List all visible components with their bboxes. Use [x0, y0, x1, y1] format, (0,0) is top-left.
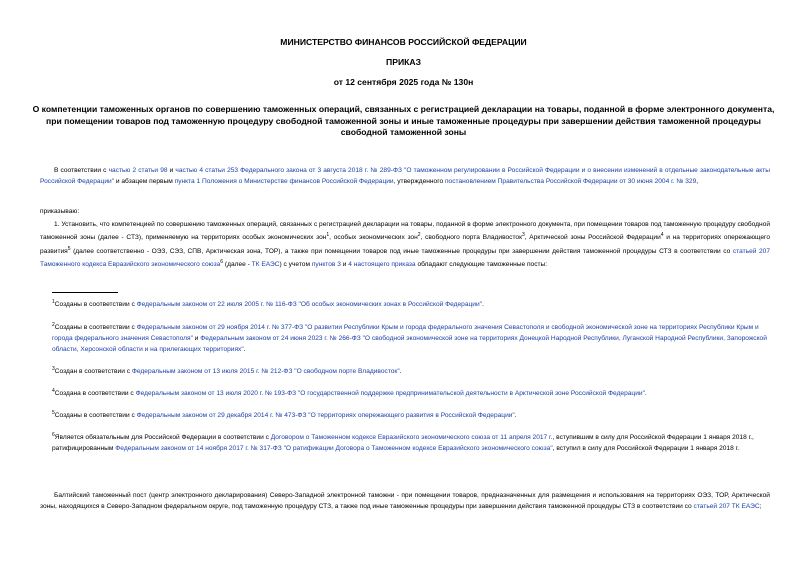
fn6-text-3: , вступил в силу для Российской Федерации 1 января 2018 г. — [552, 445, 740, 453]
item1-text-5: и на территориях опережающего развития — [40, 234, 770, 255]
preamble-link-3[interactable]: пункта 1 Положения о Министерстве финансов Российской Федерации — [174, 178, 394, 186]
item1-text-4: , Арктической зоны Российской Федерации — [524, 234, 661, 242]
item1-link-2[interactable]: ТК ЕАЭС — [251, 261, 280, 269]
preamble-link-1[interactable]: частью 2 статьи 98 — [108, 167, 168, 174]
footnote-marker: 2 — [417, 232, 421, 239]
fn5-link-1[interactable]: Федеральным законом от 29 декабря 2014 г. № 473-ФЗ "О территориях опережающего развития в Российской Федерации" — [136, 412, 515, 420]
item1-link-1[interactable]: статьей 207 Таможенного кодекса Евразийского экономического союза — [40, 247, 770, 269]
preamble-text-4: , утвержденного — [393, 178, 445, 186]
preamble-paragraph — [40, 165, 770, 187]
footnote-marker: 3 — [52, 366, 55, 372]
fn4-link-1[interactable]: Федеральным законом от 13 июля 2020 г. № 193-ФЗ "О государственной поддержке предпринимательской деятельности в Арктической зоне Российской Федерации" — [135, 390, 645, 398]
footnote-divider — [52, 292, 118, 293]
item1-text-11: обладают следующие таможенные посты: — [415, 261, 548, 269]
fn6-text-2: , вступившим в силу для Российской Федерации 1 января 2018 г., ратифицированным — [52, 434, 754, 453]
fn5-text-2: . — [514, 412, 517, 420]
fn6-link-1[interactable]: Договором о Таможенном кодексе Евразийского экономического союза от 11 апреля 2017 г. — [270, 434, 553, 442]
last-para-text-1: Балтийский таможенный пост (центр электронного декларирования) Северо-Западной электронной таможни - при помещении товаров, предназначенных для размещения и использования на территориях ОЭЗ, ТОР, Арктической зоны, находящихся в Северо-Западном федеральном округе, под таможенную процедуру СТЗ, а также под иные таможенные процедуры при завершении действия таможенной процедуры СТЗ в соответствии со — [40, 492, 770, 511]
fn6-text-1: Является обязательным для Российской Федерации в соответствии с — [54, 434, 271, 442]
last-para-link-1[interactable]: статьей 207 ТК ЕАЭС — [693, 503, 760, 511]
item1-text-9: ) с учетом — [279, 261, 312, 269]
footnote-3 — [52, 364, 772, 377]
document-title: О компетенции таможенных органов по совершению таможенных операций, связанных с регистрацией декларации на товары, поданной в форме электронного документа, при помещении товаров под таможенную процедуру свободной таможенной зоны и иные таможенные процедуры при завершении действия таможенной процедуры свободной таможенной зоны — [32, 104, 775, 137]
fn3-text-1: Создан в соответствии с — [54, 368, 132, 376]
fn4-text-2: . — [644, 390, 647, 398]
item1-link-3[interactable]: пунктов 3 — [311, 261, 341, 269]
preamble-link-4[interactable]: постановлением Правительства Российской Федерации от 30 июня 2004 г. № 329 — [444, 178, 697, 186]
ministry-heading: МИНИСТЕРСТВО ФИНАНСОВ РОССИЙСКОЙ ФЕДЕРАЦИИ — [280, 37, 527, 47]
fn2-text-3: . — [243, 346, 246, 354]
footnote-marker: 1 — [52, 299, 55, 305]
preamble-text-2: и — [167, 167, 176, 174]
preamble-text-3: и абзацем первым — [114, 178, 175, 186]
fn2-text-2: и — [192, 335, 201, 343]
item1-link-4[interactable]: 4 настоящего приказа — [348, 261, 416, 269]
fn1-text-1: Созданы в соответствии с — [54, 301, 137, 309]
item1-text-10: и — [340, 261, 349, 269]
fn1-link-1[interactable]: Федеральным законом от 22 июля 2005 г. № 116-ФЗ "Об особых экономических зонах в Российской Федерации" — [136, 301, 482, 309]
preamble-link-2[interactable]: частью 4 статьи 253 Федерального закона от 3 августа 2018 г. № 289-ФЗ "О таможенном регулировании в Российской Федерации и о внесении изменений в отдельные законодательные акты Российской Федерации" — [40, 167, 770, 186]
footnote-marker: 4 — [52, 388, 55, 394]
baltic-post-paragraph — [40, 490, 770, 512]
fn3-link-1[interactable]: Федеральным законом от 13 июля 2015 г. № 212-ФЗ "О свободном порте Владивосток" — [131, 368, 400, 376]
doc-type-heading: ПРИКАЗ — [386, 57, 421, 67]
fn2-link-1[interactable]: Федеральным законом от 29 ноября 2014 г. № 377-ФЗ "О развитии Республики Крым и города федерального значения Севастополя и свободной экономической зоне на территориях Республики Крым и города федерального значения Севастополя" — [52, 324, 759, 343]
footnote-marker: 5 — [67, 245, 71, 252]
footnote-4 — [52, 386, 772, 399]
fn6-link-2[interactable]: Федеральным законом от 14 ноября 2017 г. № 317-ФЗ "О ратификации Договора о Таможенном кодексе Евразийского экономического союза" — [115, 445, 553, 453]
fn2-text-1: Созданы в соответствии с — [54, 324, 137, 332]
fn5-text-1: Созданы в соответствии с — [54, 412, 137, 420]
fn4-text-1: Создана в соответствии с — [54, 390, 136, 398]
item1-text-1: 1. Установить, что компетенцией по совершению таможенных операций, связанных с регистрацией декларации на товары, поданной в форме электронного документа, при помещении товаров под таможенную процедуру свободной таможенной зоны (далее - СТЗ), применяемую на территориях особых экономических зон — [40, 221, 770, 242]
footnote-marker: 1 — [326, 232, 330, 239]
preamble-text-1: В соответствии с — [54, 167, 109, 174]
footnote-marker: 6 — [220, 258, 224, 265]
date-number-heading: от 12 сентября 2025 года № 130н — [333, 77, 474, 87]
item1-text-3: , свободного порта Владивосток — [420, 234, 522, 242]
footnote-5 — [52, 408, 772, 421]
footnote-marker: 5 — [52, 410, 55, 416]
preamble-text-5: , — [696, 178, 699, 186]
item1-text-8: (далее - — [223, 261, 252, 269]
footnote-marker: 3 — [521, 232, 525, 239]
fn1-text-2: . — [482, 301, 484, 309]
item-1-paragraph — [40, 219, 770, 270]
item1-text-2: , особых экономических зон — [329, 234, 418, 242]
fn3-text-2: . — [399, 368, 402, 376]
footnote-marker: 2 — [52, 322, 55, 328]
footnote-marker: 4 — [660, 232, 664, 239]
footnote-1 — [52, 297, 772, 310]
footnote-marker: 6 — [52, 432, 55, 438]
footnote-2 — [52, 320, 772, 355]
item1-text-6: (далее соответственно - ОЭЗ, СЭЗ, СПВ, Арктическая зона, ТОР), а также при помещении товаров под иные таможенные процедуры при завершении действия таможенной процедуры СТЗ в соответствии со — [70, 247, 733, 255]
footnote-6 — [52, 430, 772, 454]
last-para-text-2: ; — [759, 503, 762, 511]
order-word: приказываю: — [40, 208, 80, 215]
fn2-link-2[interactable]: Федеральным законом от 24 июня 2023 г. № 266-ФЗ "О свободной экономической зоне на территориях Донецкой Народной Республики, Луганской Народной Республики, Запорожской области, Херсонской области и на прилегающих территориях" — [52, 335, 767, 354]
